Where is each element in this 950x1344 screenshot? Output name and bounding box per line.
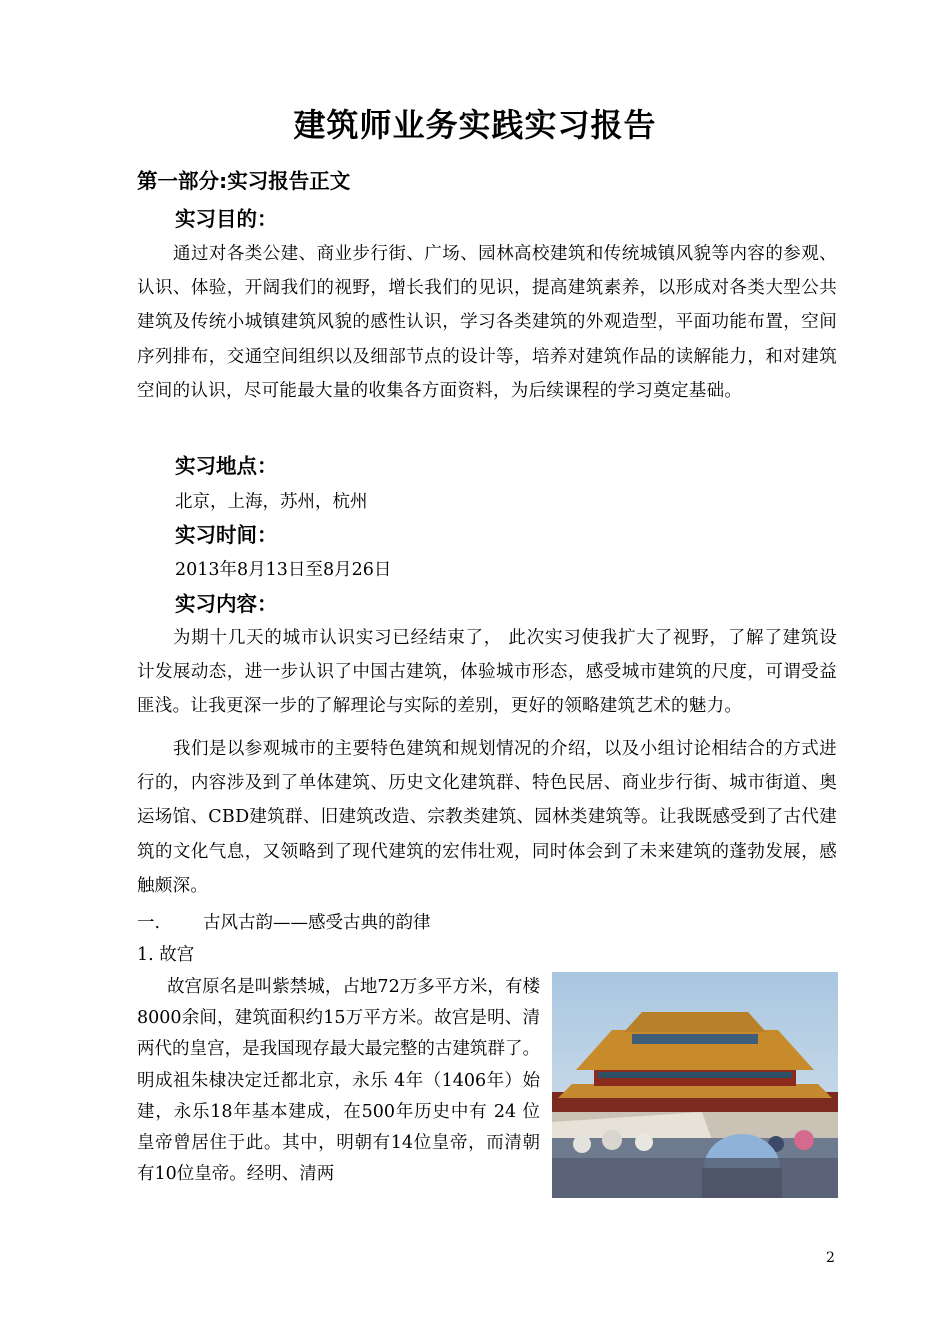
subsection-heading: 1. 故宫 xyxy=(137,945,195,965)
forbidden-city-photo xyxy=(552,972,838,1198)
section-number: 一. xyxy=(137,913,161,933)
part-heading: 第一部分:实习报告正文 xyxy=(137,169,351,193)
location-heading: 实习地点： xyxy=(175,454,278,478)
time-heading: 实习时间： xyxy=(175,523,278,547)
section-title: 古风古韵——感受古典的韵律 xyxy=(203,913,431,933)
time-text: 2013年8月13日至8月26日 xyxy=(175,560,392,580)
purpose-paragraph: 通过对各类公建、商业步行街、广场、园林高校建筑和传统城镇风貌等内容的参观、认识、体验，开阔我们的视野，增长我们的见识，提高建筑素养，以形成对各类大型公共建筑及传统小城镇建筑风貌的感性认识，学习各类建筑的外观造型，平面功能布置，空间序列排布，交通空间组织以及细部节点的设计等，培养对建筑作品的读解能力，和对建筑空间的认识，尽可能最大量的收集各方面资料，为后续课程的学习奠定基础。 xyxy=(137,244,837,401)
content-paragraph-1: 为期十几天的城市认识实习已经结束了， 此次实习使我扩大了视野，了解了建筑设计发展动态，进一步认识了中国古建筑，体验城市形态，感受城市建筑的尺度，可谓受益匪浅。让我更深一步的了解理论与实际的差别，更好的领略建筑艺术的魅力。 xyxy=(137,628,837,717)
page-number: 2 xyxy=(826,1250,835,1266)
page-title: 建筑师业务实践实习报告 xyxy=(293,106,657,144)
palace-paragraph: 故宫原名是叫紫禁城，占地72万多平方米，有楼8000余间，建筑面积约15万平方米。故宫是明、清两代的皇宫，是我国现存最大最完整的古建筑群了。明成祖朱棣决定迁都北京，永乐 4年（1406年）始建，永乐18年基本建成，在500年历史中有 24 位皇帝曾居住于此。其中，明朝有14位皇帝，而清朝有10位皇帝。经明、清两 xyxy=(137,977,540,1185)
location-text: 北京，上海，苏州，杭州 xyxy=(175,492,368,512)
content-paragraph-2: 我们是以参观城市的主要特色建筑和规划情况的介绍，以及小组讨论相结合的方式进行的，内容涉及到了单体建筑、历史文化建筑群、特色民居、商业步行街、城市街道、奥运场馆、CBD建筑群、旧建筑改造、宗教类建筑、园林类建筑等。让我既感受到了古代建筑的文化气息，又领略到了现代建筑的宏伟壮观，同时体会到了未来建筑的蓬勃发展，感触颇深。 xyxy=(137,739,837,896)
purpose-heading: 实习目的： xyxy=(175,207,278,231)
content-heading: 实习内容： xyxy=(175,592,278,616)
